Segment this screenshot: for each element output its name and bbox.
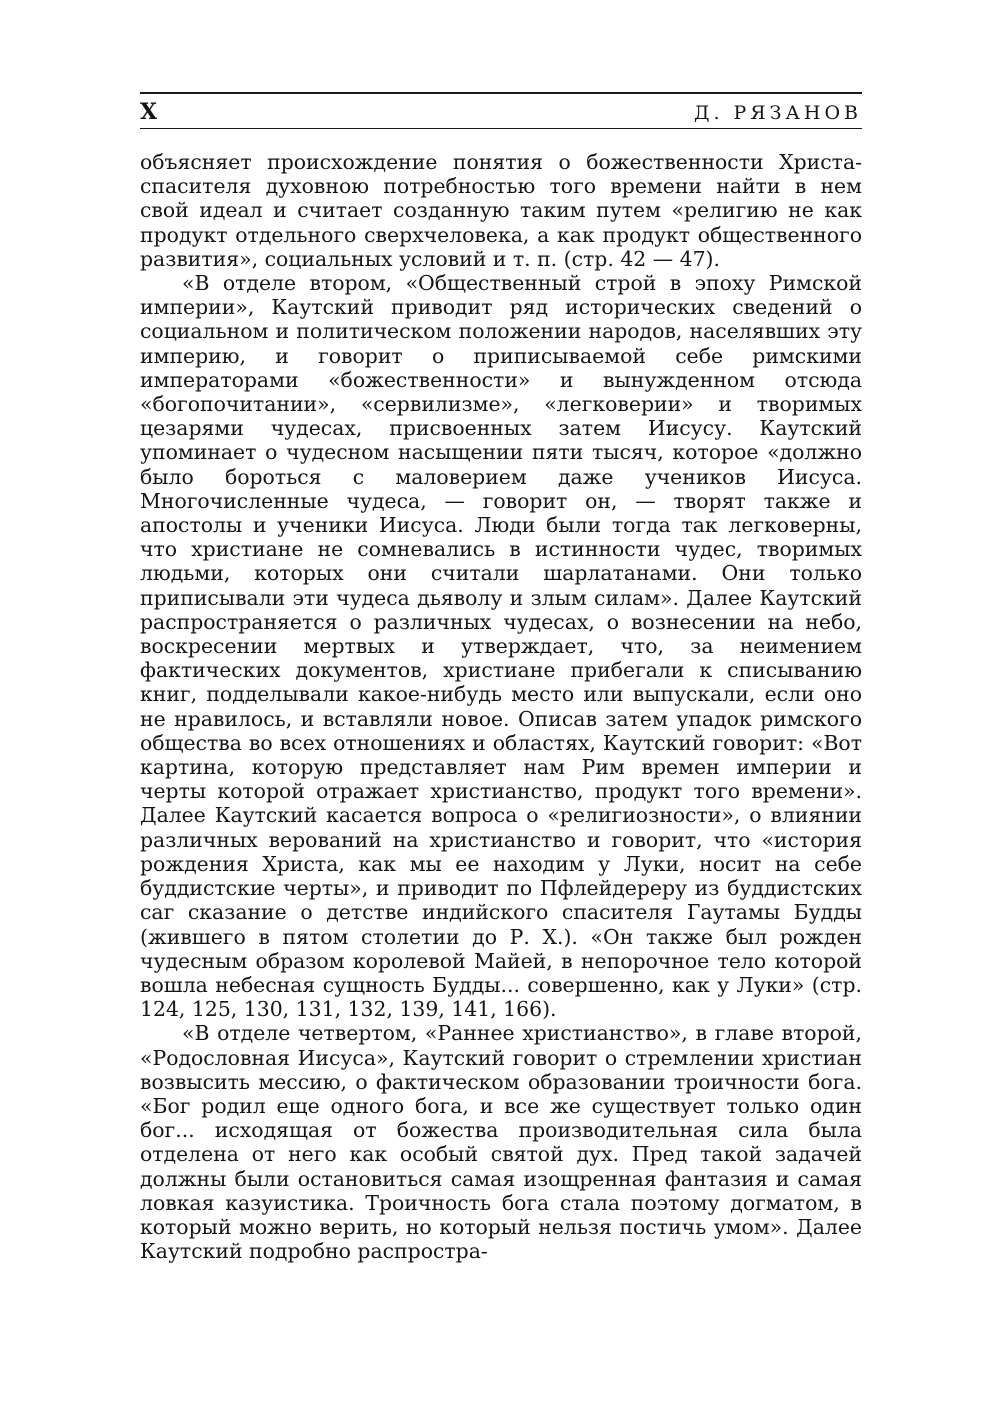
running-head: Д. РЯЗАНОВ (694, 102, 862, 124)
page-number: X (140, 99, 158, 125)
body-text (140, 150, 862, 1263)
page-header (140, 100, 862, 126)
header-top-rule (140, 92, 862, 94)
header-bottom-rule (140, 128, 862, 129)
paragraph-continued: объясняет происхождение понятия о божественности Христа-спасителя духовною потребностью того времени найти в нем свой идеал и считает созданную таким путем «религию не как продукт отдельного сверхчеловека, а как продукт общественного развития», социальных условий и т. п. (стр. 42 — 47). (140, 150, 862, 271)
paragraph: «В отделе четвертом, «Раннее христианство», в главе второй, «Родословная Иисуса», Каутский говорит о стремлении христиан возвысить мессию, о фактическом образовании троичности бога. «Бог родил еще одного бога, и все же существует только один бог... исходящая от божества производительная сила была отделена от него как особый святой дух. Пред такой задачей должны были остановиться самая изощренная фантазия и самая ловкая казуистика. Троичность бога стала поэтому догматом, в который можно верить, но который нельзя постичь умом». Далее Каутский подробно распростра- (140, 1021, 862, 1264)
paragraph: «В отделе втором, «Общественный строй в эпоху Римской империи», Каутский приводит ряд исторических сведений о социальном и политическом положении народов, населявших эту империю, и говорит о приписываемой себе римскими императорами «божественности» и вынужденном отсюда «богопочитании», «сервилизме», «легковерии» и творимых цезарями чудесах, присвоенных затем Иисусу. Каутский упоминает о чудесном насыщении пяти тысяч, которое «должно было бороться с маловерием даже учеников Иисуса. Многочисленные чудеса, — говорит он, — творят также и апостолы и ученики Иисуса. Люди были тогда так легковерны, что христиане не сомневались в истинности чудес, творимых людьми, которых они считали шарлатанами. Они только приписывали эти чудеса дьяволу и злым силам». Далее Каутский распространяется о различных чудесах, о вознесении на небо, воскресении мертвых и утверждает, что, за неимением фактических документов, христиане прибегали к списыванию книг, подделывали какое-нибудь место или выпускали, если оно не нравилось, и вставляли новое. Описав затем упадок римского общества во всех отношениях и областях, Каутский говорит: «Вот картина, которую представляет нам Рим времен империи и черты которой отражает христианство, продукт того времени». Далее Каутский касается вопроса о «религиозности», о влиянии различных верований на христианство и говорит, что «история рождения Христа, как мы ее находим у Луки, носит на себе буддистские черты», и приводит по Пфлейдереру из буддистских саг сказание о детстве индийского спасителя Гаутамы Будды (жившего в пятом столетии до Р. Х.). «Он также был рожден чудесным образом королевой Майей, в непорочное тело которой вошла небесная сущность Будды... совершенно, как у Луки» (стр. 124, 125, 130, 131, 132, 139, 141, 166). (140, 271, 862, 1022)
